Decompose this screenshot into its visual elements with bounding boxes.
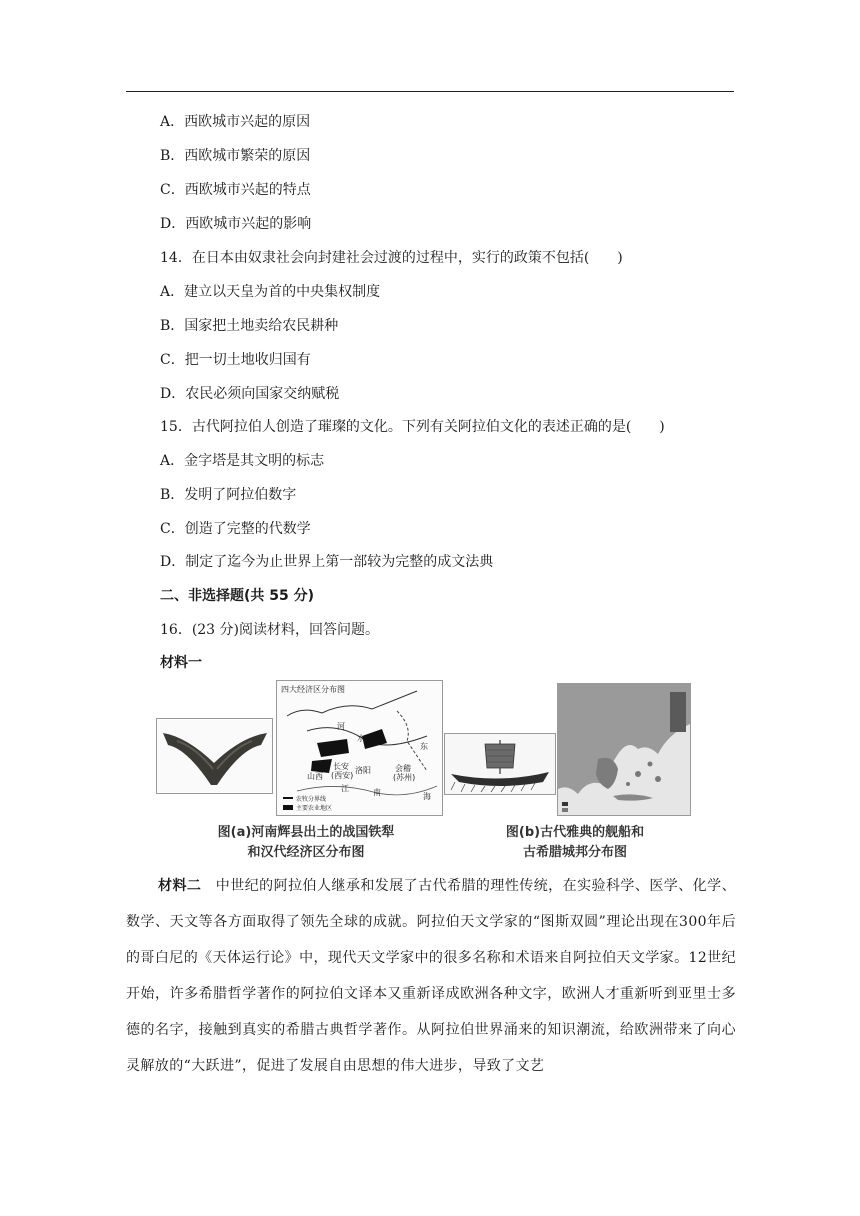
- iron-plough-image: [156, 718, 273, 794]
- caption-b-line2: 古希腊城邦分布图: [522, 845, 627, 860]
- q16-stem: 16．(23 分)阅读材料，回答问题。: [160, 622, 380, 638]
- q15-option-b: B．发明了阿拉伯数字: [160, 487, 297, 503]
- header-rule: [126, 91, 734, 92]
- q14-option-b: B．国家把土地卖给农民耕种: [160, 318, 339, 334]
- map-label-dong: 东: [420, 742, 428, 751]
- q15-option-a: A．金字塔是其文明的标志: [160, 453, 325, 469]
- map-label-shui: 水: [357, 734, 365, 743]
- athenian-ship-image: [444, 733, 556, 795]
- material2-paragraph: [126, 868, 736, 1084]
- han-economic-map: [276, 680, 443, 816]
- q14-stem: 14．在日本由奴隶社会向封建社会过渡的过程中，实行的政策不包括( ): [160, 250, 623, 266]
- q15-option-d: D．制定了迄今为止世界上第一部较为完整的成文法典: [160, 554, 494, 570]
- q14-option-c: C．把一切土地收归国有: [160, 352, 311, 368]
- q14-option-a: A．建立以天皇为首的中央集权制度: [160, 284, 381, 300]
- map-title: 四大经济区分布图: [281, 685, 345, 694]
- map-label-shanxi: 山西: [307, 772, 323, 781]
- map-label-jiang: 江: [341, 784, 349, 793]
- q13-option-c: C．西欧城市兴起的特点: [160, 182, 311, 198]
- section-heading: 二、非选择题(共 55 分): [160, 588, 315, 604]
- q15-stem: 15．古代阿拉伯人创造了璀璨的文化。下列有关阿拉伯文化的表述正确的是( ): [160, 419, 665, 435]
- map-label-changan: 长安: [333, 762, 349, 771]
- greek-citystates-map: [557, 683, 691, 816]
- q13-option-a: A．西欧城市兴起的原因: [160, 114, 311, 130]
- caption-a-line1: 图(a)河南辉县出土的战国铁犁: [217, 825, 395, 840]
- map-label-nan: 南: [373, 788, 381, 797]
- caption-b-line1: 图(b)古代雅典的舰船和: [505, 825, 645, 840]
- map-label-xian: (西安): [331, 771, 354, 780]
- legend-agri: 主要农业地区: [296, 805, 333, 812]
- q14-option-d: D．农民必须向国家交纳赋税: [160, 386, 340, 402]
- q13-option-d: D．西欧城市兴起的影响: [160, 216, 312, 232]
- q15-option-c: C．创造了完整的代数学: [160, 521, 311, 537]
- map-label-kuaiji: 会稽: [395, 764, 411, 773]
- map-label-suzhou: (苏州): [393, 773, 416, 782]
- legend-boundary: 农牧分界线: [296, 796, 327, 803]
- material1-label: 材料一: [160, 655, 202, 671]
- map-label-he: 河: [337, 722, 345, 731]
- material2-label: 材料二: [158, 878, 202, 894]
- map-label-hai: 海: [423, 792, 431, 801]
- material2-text: 中世纪的阿拉伯人继承和发展了古代希腊的理性传统，在实验科学、医学、化学、数学、天文等各方面取得了领先全球的成就。阿拉伯天文学家的“图斯双圆”理论出现在300年后的哥白尼的《天体运行论》中，现代天文学家中的很多名称和术语来自阿拉伯天文学家。12世纪开始，许多希腊哲学著作的阿拉伯文译本又重新译成欧洲各种文字，欧洲人才重新听到亚里士多德的名字，接触到真实的希腊古典哲学著作。从阿拉伯世界涌来的知识潮流，给欧洲带来了向心灵解放的“大跃进”，促进了发展自由思想的伟大进步，导致了文艺: [126, 878, 736, 1074]
- map-label-luoyang: 洛阳: [355, 766, 371, 775]
- caption-a-line2: 和汉代经济区分布图: [247, 845, 365, 860]
- q13-option-b: B．西欧城市繁荣的原因: [160, 148, 311, 164]
